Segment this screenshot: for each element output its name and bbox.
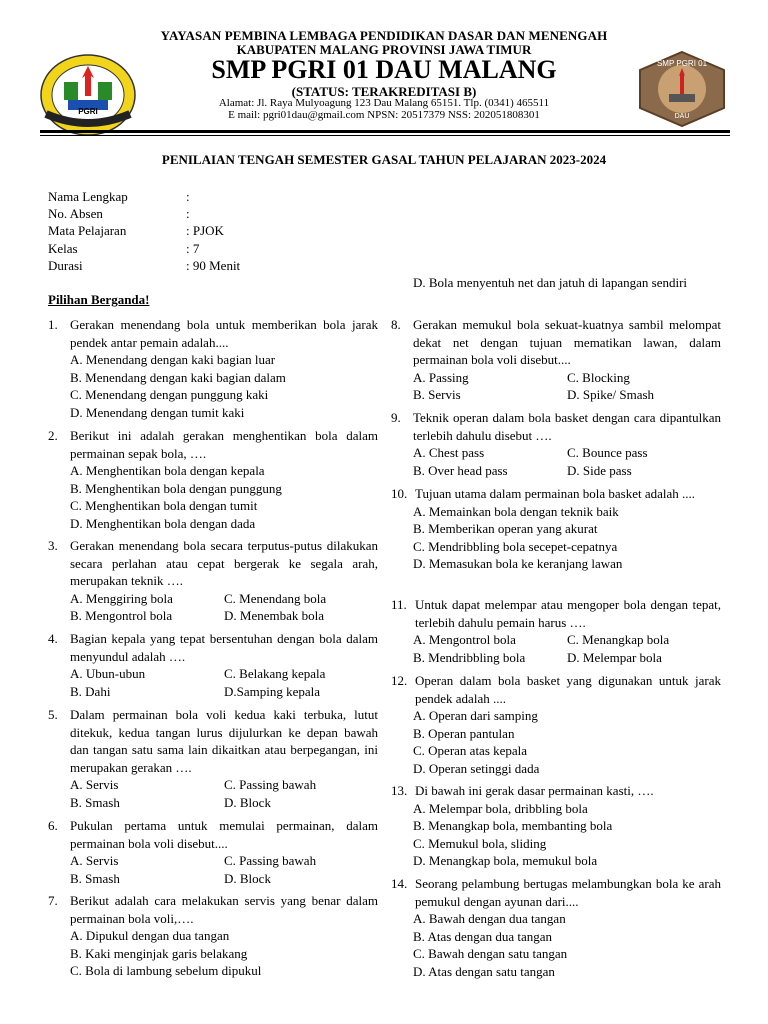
option: B. Over head pass	[413, 462, 508, 478]
school-address: Alamat: Jl. Raya Mulyoagung 123 Dau Malang 65151. Tlp. (0341) 465511	[218, 97, 550, 109]
option: B. Dahi	[70, 683, 111, 699]
question-stem: Gerakan memukul bola sekuat-kuatnya sambil melompat dekat net dengan tujuan mematikan lawan, dalam permainan bola voli disebut....	[413, 317, 721, 367]
option: C. Passing bawah	[224, 853, 317, 868]
option: B. Smash	[70, 870, 120, 886]
question-number: 9.	[391, 410, 401, 425]
question-7	[48, 892, 378, 980]
info-label: No. Absen	[48, 206, 103, 221]
question-12	[391, 672, 721, 777]
question-7-continued	[391, 274, 721, 292]
option: D. Melempar bola	[567, 649, 662, 665]
info-label: Nama Lengkap	[48, 189, 128, 204]
question-stem: Gerakan menendang bola secara terputus-putus dilakukan secara perlahan atau cepat bergerak ke segala arah, merupakan teknik ….	[70, 538, 378, 588]
option: A. Servis	[70, 777, 119, 792]
question-number: 13.	[391, 783, 408, 798]
school-name: SMP PGRI 01 DAU MALANG	[211, 55, 557, 84]
info-value: : 7	[186, 241, 200, 256]
question-stem: Bagian kepala yang tepat bersentuhan dengan bola dalam menyundul adalah ….	[70, 631, 378, 664]
question-6	[48, 817, 378, 887]
option: D. Block	[224, 794, 271, 810]
option: A. Dipukul dengan dua tangan	[70, 928, 230, 943]
question-stem: Di bawah ini gerak dasar permainan kasti, ….	[415, 783, 654, 798]
info-label: Mata Pelajaran	[48, 223, 127, 238]
option: D. Block	[224, 870, 271, 886]
option: D. Spike/ Smash	[567, 387, 655, 402]
option: A. Menghentikan bola dengan kepala	[70, 463, 265, 478]
header-divider-thick	[40, 130, 730, 133]
question-number: 3.	[48, 538, 58, 553]
question-stem: Tujuan utama dalam permainan bola basket adalah ....	[415, 486, 696, 501]
question-number: 6.	[48, 818, 58, 833]
option: A. Melempar bola, dribbling bola	[413, 800, 588, 816]
option: D. Menembak bola	[224, 608, 325, 623]
school-contact: E mail: pgri01dau@gmail.com NPSN: 20517379 NSS: 202051808301	[228, 109, 540, 121]
question-4	[48, 630, 378, 700]
option: B. Operan pantulan	[413, 725, 515, 741]
regency-line: KABUPATEN MALANG PROVINSI JAWA TIMUR	[236, 42, 532, 57]
question-stem: Gerakan menendang bola untuk memberikan bola jarak pendek antar pemain adalah....	[70, 317, 378, 350]
question-8	[391, 316, 721, 404]
option: B. Menghentikan bola dengan punggung	[70, 480, 282, 496]
question-1	[48, 316, 378, 421]
question-stem: Seorang pelambung bertugas melambungkan bola ke arah pemukul dengan ayunan dari....	[415, 876, 721, 909]
right-logo-bottom-text: DAU	[674, 113, 690, 120]
info-label: Durasi	[48, 258, 83, 273]
info-value: :	[186, 206, 190, 221]
option: A. Operan dari samping	[413, 708, 538, 723]
question-10	[391, 485, 721, 573]
info-value: : 90 Menit	[186, 258, 241, 273]
option: C. Menendang dengan punggung kaki	[70, 387, 269, 402]
question-number: 2.	[48, 428, 58, 443]
info-value: : PJOK	[186, 223, 224, 238]
option: D. Menghentikan bola dengan dada	[70, 515, 256, 531]
option: A. Menendang dengan kaki bagian luar	[70, 352, 276, 367]
option: C. Memukul bola, sliding	[413, 835, 547, 851]
info-value: :	[186, 189, 190, 204]
option: C. Mendribbling bola secepet-cepatnya	[413, 538, 618, 554]
accreditation-status: (STATUS: TERAKREDITASI B)	[291, 84, 477, 99]
option: A. Ubun-ubun	[70, 666, 146, 681]
question-number: 8.	[391, 317, 401, 332]
option: C. Menangkap bola	[567, 632, 670, 647]
question-3	[48, 537, 378, 625]
question-number: 14.	[391, 876, 408, 891]
question-9	[391, 409, 721, 479]
info-label: Kelas	[48, 241, 78, 256]
question-stem: Operan dalam bola basket yang digunakan untuk jarak pendek adalah ....	[415, 673, 721, 706]
option: A. Memainkan bola dengan teknik baik	[413, 503, 619, 519]
option: C. Belakang kepala	[224, 666, 326, 681]
question-number: 1.	[48, 317, 58, 332]
option: B. Memberikan operan yang akurat	[413, 521, 598, 536]
header-divider-thin	[40, 135, 730, 136]
question-11	[391, 596, 721, 666]
option: A. Bawah dengan dua tangan	[413, 911, 566, 926]
option: A. Menggiring bola	[70, 590, 173, 606]
question-number: 4.	[48, 631, 58, 646]
option: C. Operan atas kepala	[413, 743, 528, 758]
question-stem: Berikut adalah cara melakukan servis yang benar dalam permainan bola voli,….	[70, 893, 378, 926]
option: C. Menendang bola	[224, 590, 327, 606]
option: B. Smash	[70, 794, 120, 810]
question-number: 5.	[48, 707, 58, 722]
option: B. Mengontrol bola	[70, 608, 173, 623]
option: B. Atas dengan dua tangan	[413, 928, 552, 944]
option: A. Servis	[70, 853, 119, 868]
option: B. Kaki menginjak garis belakang	[70, 945, 248, 961]
option: B. Menendang dengan kaki bagian dalam	[70, 369, 286, 385]
question-number: 11.	[391, 597, 407, 612]
option: D. Menangkap bola, memukul bola	[413, 853, 598, 868]
exam-title: PENILAIAN TENGAH SEMESTER GASAL TAHUN PELAJARAN 2023-2024	[161, 152, 607, 167]
section-title: Pilihan Berganda!	[48, 292, 150, 307]
question-13	[391, 782, 721, 870]
question-stem: Dalam permainan bola voli kedua kaki terbuka, lutut ditekuk, kedua tangan lurus dijulurkan ke depan bawah dan tangan satu sama lain dikaitkan atau berpegangan, ini merupakan gerakan ….	[70, 707, 378, 775]
question-stem: Teknik operan dalam bola basket dengan cara dipantulkan terlebih dahulu disebut ….	[413, 410, 721, 443]
question-stem: Berikut ini adalah gerakan menghentikan bola dalam permainan sepak bola, ….	[70, 428, 378, 461]
question-number: 7.	[48, 893, 58, 908]
option: D. Side pass	[567, 462, 632, 478]
info-row-class	[48, 240, 199, 257]
question-number: 10.	[391, 486, 408, 501]
option: C. Menghentikan bola dengan tumit	[70, 498, 258, 513]
option: D.Samping kepala	[224, 683, 321, 699]
option: B. Mendribbling bola	[413, 649, 526, 665]
question-stem: Untuk dapat melempar atau mengoper bola dengan tepat, terlebih dahulu pemain harus ….	[415, 597, 721, 630]
option: A. Chest pass	[413, 445, 485, 460]
option: C. Blocking	[567, 369, 630, 385]
right-logo-top-text: SMP PGRI 01	[656, 59, 708, 68]
option: A. Passing	[413, 369, 469, 385]
question-number: 12.	[391, 673, 408, 688]
info-row-subject	[48, 222, 224, 239]
option: C. Passing bawah	[224, 777, 317, 792]
info-row-duration	[48, 257, 240, 274]
option: C. Bola di lambung sebelum dipukul	[70, 963, 262, 978]
option: C. Bounce pass	[567, 445, 648, 460]
question-5	[48, 706, 378, 811]
option: D. Memasukan bola ke keranjang lawan	[413, 556, 623, 571]
option: D. Bola menyentuh net dan jatuh di lapangan sendiri	[413, 275, 688, 290]
option: D. Atas dengan satu tangan	[413, 963, 555, 979]
option: D. Menendang dengan tumit kaki	[70, 404, 245, 420]
left-logo-text: PGRI	[78, 107, 98, 116]
option: D. Operan setinggi dada	[413, 760, 540, 776]
option: B. Menangkap bola, membanting bola	[413, 818, 613, 833]
info-row-absen	[48, 205, 190, 222]
question-14	[391, 875, 721, 980]
question-2	[48, 427, 378, 532]
option: A. Mengontrol bola	[413, 632, 516, 647]
foundation-name: YAYASAN PEMBINA LEMBAGA PENDIDIKAN DASAR DAN MENENGAH	[160, 28, 608, 43]
option: B. Servis	[413, 387, 461, 402]
question-stem: Pukulan pertama untuk memulai permainan, dalam permainan bola voli disebut....	[70, 818, 378, 851]
option: C. Bawah dengan satu tangan	[413, 946, 568, 961]
info-row-name	[48, 188, 190, 205]
